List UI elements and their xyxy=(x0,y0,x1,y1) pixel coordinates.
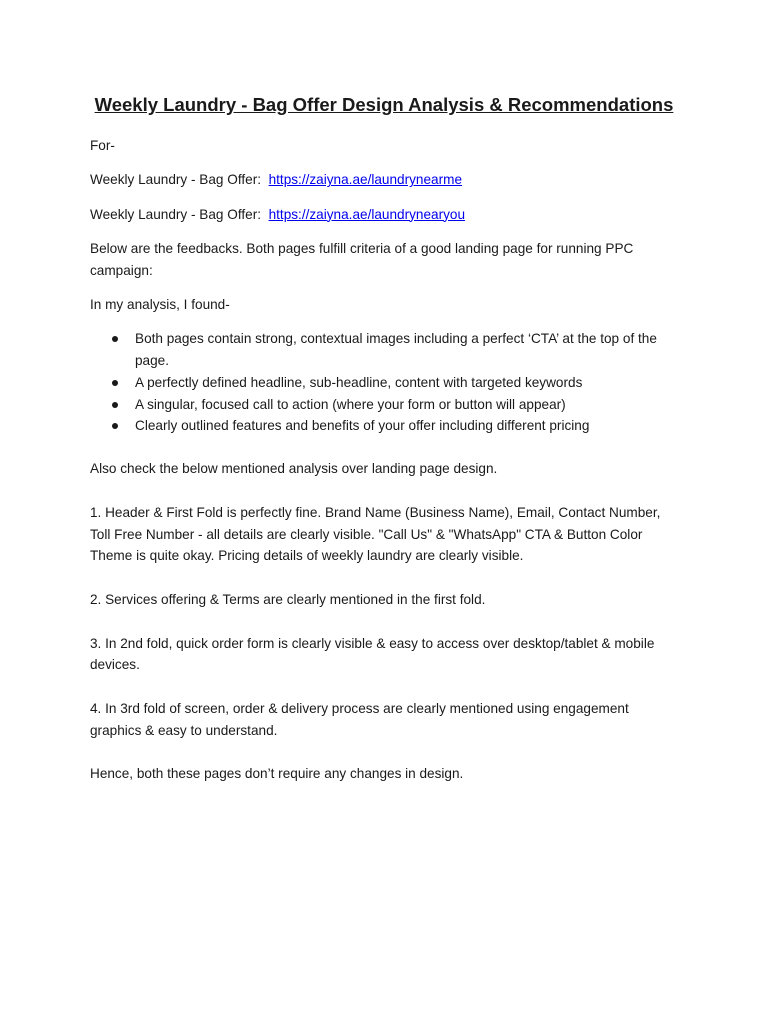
also-check-paragraph: Also check the below mentioned analysis over landing page design. xyxy=(90,461,498,477)
bullet-text: Clearly outlined features and benefits of your offer including different pricing xyxy=(135,418,590,434)
bullet-icon xyxy=(112,336,118,342)
conclusion-paragraph: Hence, both these pages don’t require any changes in design. xyxy=(90,766,464,782)
bullet-icon xyxy=(112,423,118,429)
bullet-icon xyxy=(112,402,118,408)
point-4: 4. In 3rd fold of screen, order & delivery process are clearly mentioned using engagement graphics & easy to understand. xyxy=(90,701,629,738)
offer-label-2: Weekly Laundry - Bag Offer: xyxy=(90,206,262,222)
document-title: Weekly Laundry - Bag Offer Design Analysis & Recommendations xyxy=(94,94,674,115)
point-3: 3. In 2nd fold, quick order form is clearly visible & easy to access over desktop/tablet & mobile devices. xyxy=(90,635,655,673)
findings-list xyxy=(90,328,680,437)
bullet-text: Both pages contain strong, contextual images including a perfect ‘CTA’ at the top of the page. xyxy=(135,331,657,369)
list-item xyxy=(90,394,680,416)
bullet-icon xyxy=(112,380,118,386)
point-2: 2. Services offering & Terms are clearly mentioned in the first fold. xyxy=(90,592,486,608)
for-label: For- xyxy=(90,138,115,153)
list-item xyxy=(90,372,680,394)
offer-label-1: Weekly Laundry - Bag Offer: xyxy=(90,172,262,188)
offer-link-laundrynearme[interactable]: https://zaiyna.ae/laundrynearme xyxy=(268,172,463,188)
document-body xyxy=(90,135,680,798)
list-item xyxy=(90,328,680,372)
list-item xyxy=(90,415,680,437)
bullet-text: A perfectly defined headline, sub-headline, content with targeted keywords xyxy=(135,374,583,390)
offer-link-laundrynearyou[interactable]: https://zaiyna.ae/laundrynearyou xyxy=(268,206,466,222)
offer-line-2 xyxy=(90,204,680,226)
offer-line-1 xyxy=(90,169,680,191)
bullet-text: A singular, focused call to action (where your form or button will appear) xyxy=(135,396,566,412)
analysis-intro: In my analysis, I found- xyxy=(90,296,230,312)
point-1: 1. Header & First Fold is perfectly fine. Brand Name (Business Name), Email, Contact Number, Toll Free Number - all details are clearly visible. "Call Us" & "WhatsApp" CTA & Button Color Theme is quite okay. Pricing details of weekly laundry are clearly visible. xyxy=(90,504,661,564)
intro-paragraph: Below are the feedbacks. Both pages fulfill criteria of a good landing page for running PPC campaign: xyxy=(90,240,634,278)
